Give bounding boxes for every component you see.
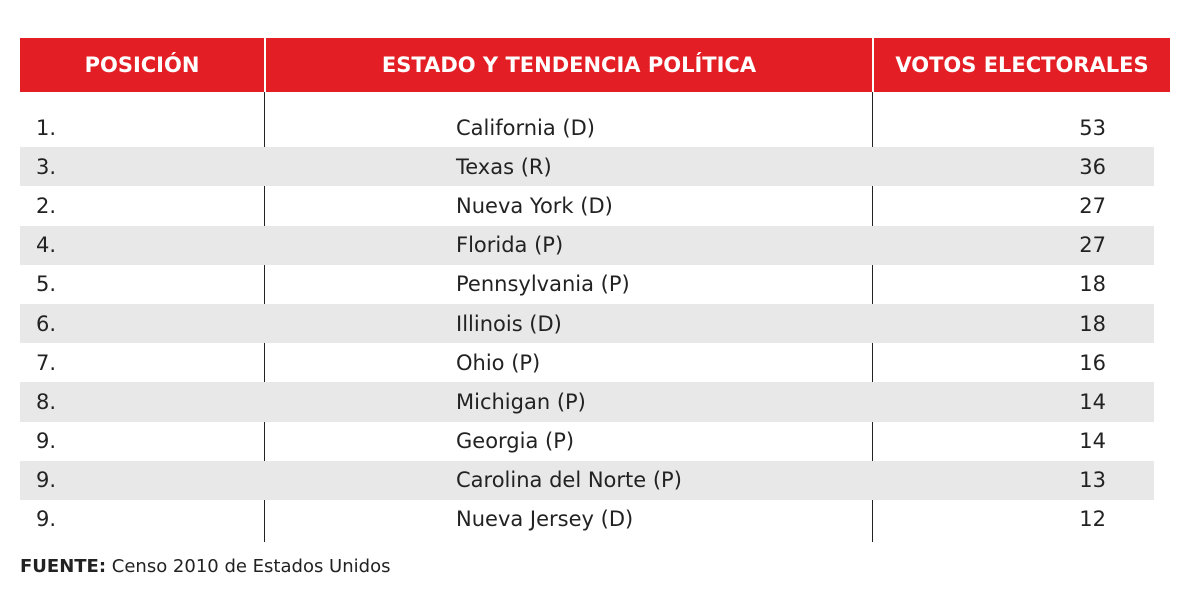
header-votes: VOTOS ELECTORALES bbox=[872, 38, 1170, 92]
cell-position: 3. bbox=[36, 154, 57, 179]
source-note bbox=[20, 556, 390, 577]
cell-votes: 27 bbox=[1079, 193, 1106, 218]
table-row bbox=[20, 461, 1154, 500]
table-row bbox=[20, 382, 1154, 421]
cell-position: 9. bbox=[36, 468, 57, 493]
cell-position: 8. bbox=[36, 389, 57, 414]
cell-votes: 12 bbox=[1079, 507, 1106, 532]
cell-votes: 18 bbox=[1079, 272, 1106, 297]
table-row bbox=[20, 422, 1154, 461]
table-row bbox=[20, 186, 1154, 225]
table-row bbox=[20, 343, 1154, 382]
cell-state: Nueva Jersey (D) bbox=[456, 507, 634, 532]
table-header bbox=[20, 38, 1170, 92]
cell-position: 9. bbox=[36, 507, 57, 532]
cell-position: 4. bbox=[36, 233, 57, 258]
cell-votes: 18 bbox=[1079, 311, 1106, 336]
cell-state: Carolina del Norte (P) bbox=[456, 468, 682, 493]
source-label: FUENTE: bbox=[20, 556, 107, 577]
table-row bbox=[20, 147, 1154, 186]
table-body bbox=[20, 108, 1154, 539]
cell-position: 2. bbox=[36, 193, 57, 218]
table-row bbox=[20, 304, 1154, 343]
cell-votes: 13 bbox=[1079, 468, 1106, 493]
cell-state: Texas (R) bbox=[456, 154, 552, 179]
cell-votes: 16 bbox=[1079, 350, 1106, 375]
table-row bbox=[20, 108, 1154, 147]
cell-state: Illinois (D) bbox=[456, 311, 562, 336]
cell-position: 5. bbox=[36, 272, 57, 297]
cell-state: California (D) bbox=[456, 115, 595, 140]
table-row bbox=[20, 226, 1154, 265]
cell-state: Michigan (P) bbox=[456, 389, 586, 414]
cell-votes: 53 bbox=[1079, 115, 1106, 140]
table-row bbox=[20, 265, 1154, 304]
header-position: POSICIÓN bbox=[20, 38, 264, 92]
cell-state: Florida (P) bbox=[456, 233, 564, 258]
cell-votes: 27 bbox=[1079, 233, 1106, 258]
cell-position: 9. bbox=[36, 429, 57, 454]
cell-state: Nueva York (D) bbox=[456, 193, 613, 218]
cell-state: Ohio (P) bbox=[456, 350, 541, 375]
source-text: Censo 2010 de Estados Unidos bbox=[106, 556, 391, 577]
cell-position: 1. bbox=[36, 115, 57, 140]
table-row bbox=[20, 500, 1154, 539]
cell-votes: 14 bbox=[1079, 429, 1106, 454]
cell-state: Pennsylvania (P) bbox=[456, 272, 630, 297]
cell-votes: 36 bbox=[1079, 154, 1106, 179]
cell-position: 6. bbox=[36, 311, 57, 336]
cell-votes: 14 bbox=[1079, 389, 1106, 414]
cell-position: 7. bbox=[36, 350, 57, 375]
header-state: ESTADO Y TENDENCIA POLÍTICA bbox=[264, 38, 872, 92]
cell-state: Georgia (P) bbox=[456, 429, 575, 454]
